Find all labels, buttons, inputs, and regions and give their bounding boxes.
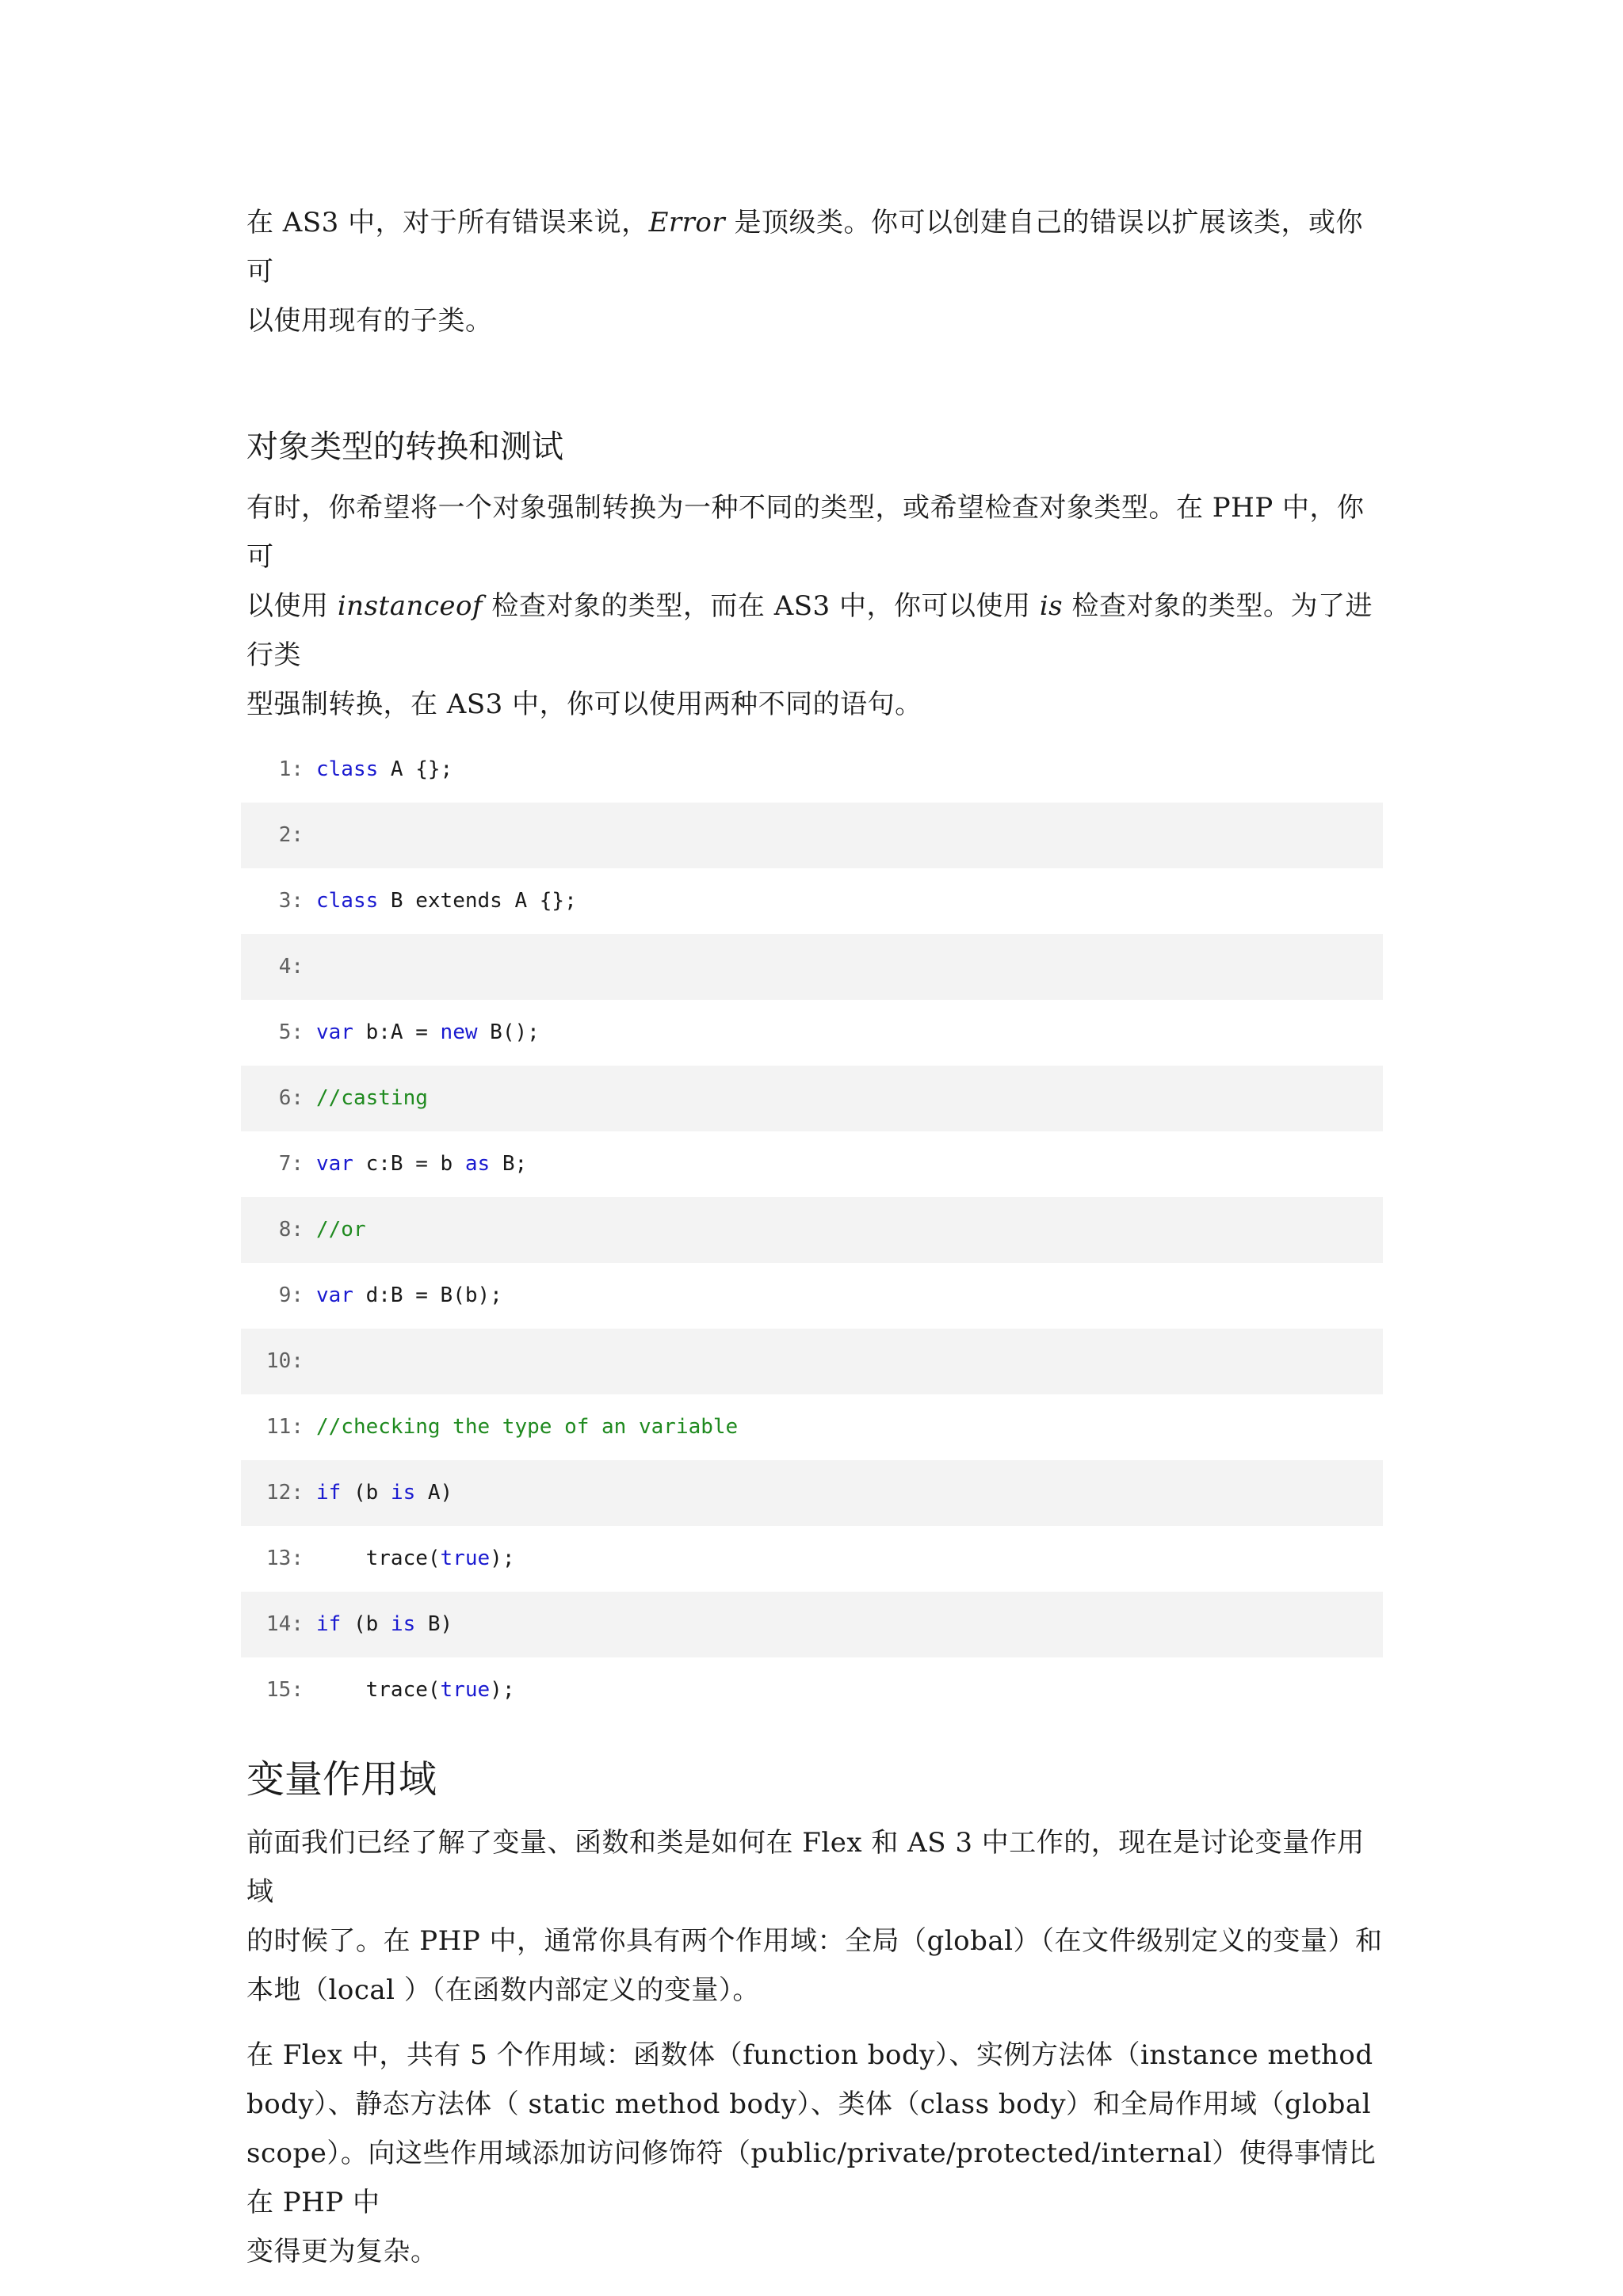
code-keyword: class [316,889,379,913]
scope-paragraph-1 [246,1818,1383,2015]
code-token: b:A = [353,1020,441,1044]
line-number: 6: [278,1086,304,1110]
code-token: trace( [316,1547,441,1570]
code-comment: //casting [316,1086,428,1110]
line-number: 7: [278,1152,304,1176]
code-token: (b [341,1612,391,1636]
code-keyword: if [316,1612,342,1636]
scope-p1-line1: 前面我们已经了解了变量、函数和类是如何在 Flex 和 AS 3 中工作的，现在是讨论变量作用域 [246,1827,1365,1908]
code-line [241,1197,1383,1263]
casting-text-1: 有时，你希望将一个对象强制转换为一种不同的类型，或希望检查对象类型。在 PHP 中，你可 [246,492,1365,573]
code-text [316,1263,502,1329]
document-page [246,198,1383,2276]
scope-p1-line2: 的时候了。在 PHP 中，通常你具有两个作用域：全局（global）（在文件级别定义的变量）和 [246,1925,1383,1957]
casting-text-2c: 检查对象的类型。为了进行类 [246,590,1373,671]
error-class-name: Error [648,207,726,238]
code-token: B) [415,1612,453,1636]
code-comment: //checking the type of an variable [316,1415,739,1439]
code-line [241,1329,1383,1394]
line-number: 2: [278,823,304,847]
code-token: trace( [316,1678,441,1702]
intro-text-3: 以使用现有的子类。 [246,305,493,337]
casting-text-2a: 以使用 [246,590,338,622]
line-number: 9: [278,1283,304,1307]
code-text [316,868,577,934]
code-line [241,737,1383,803]
code-line [241,1592,1383,1657]
code-keyword: var [316,1020,353,1044]
code-keyword: is [390,1612,416,1636]
is-keyword: is [1039,590,1064,622]
code-text [316,1066,428,1131]
code-keyword: as [464,1152,491,1176]
casting-heading: 对象类型的转换和测试 [246,429,563,465]
code-text [316,1197,366,1263]
line-number: 13: [266,1547,304,1570]
code-line [241,934,1383,1000]
line-number: 10: [266,1349,304,1373]
code-comment: //or [316,1218,366,1241]
code-token: A) [415,1481,453,1505]
code-line [241,1657,1383,1723]
line-number: 3: [278,889,304,913]
code-token: A {}; [378,757,453,781]
scope-heading: 变量作用域 [246,1757,437,1802]
code-text [316,1000,540,1066]
code-line [241,1131,1383,1197]
code-line [241,1394,1383,1460]
code-text [316,1592,453,1657]
code-text [316,1131,527,1197]
code-line [241,1460,1383,1526]
instanceof-keyword: instanceof [337,590,483,622]
scope-p2-line1: 在 Flex 中，共有 5 个作用域：函数体（function body）、实例方法体（instance method [246,2039,1373,2071]
line-number: 1: [278,757,304,781]
code-text [316,1460,453,1526]
line-number: 5: [278,1020,304,1044]
line-number: 12: [266,1481,304,1505]
casting-paragraph [246,483,1383,729]
code-token: B(); [477,1020,540,1044]
code-keyword: true [440,1547,491,1570]
intro-text-2: 是顶级类。你可以创建自己的错误以扩展该类，或你可 [246,207,1363,288]
line-number: 15: [266,1678,304,1702]
code-token: ); [490,1547,515,1570]
code-keyword: true [440,1678,491,1702]
scope-p2-line4: 变得更为复杂。 [246,2236,438,2267]
line-number: 11: [266,1415,304,1439]
casting-text-3: 型强制转换，在 AS3 中，你可以使用两种不同的语句。 [246,688,922,720]
code-text [316,1526,514,1592]
scope-p1-line3: 本地（local ）（在函数内部定义的变量）。 [246,1974,760,2006]
scope-p2-line3: scope）。向这些作用域添加访问修饰符（public/private/protected/internal）使得事情比在 PHP 中 [246,2138,1377,2218]
scope-p2-line2: body）、静态方法体（ static method body）、类体（class body）和全局作用域（global [246,2088,1372,2120]
code-keyword: class [316,757,379,781]
code-block [241,737,1383,1723]
code-token: B extends A {}; [378,889,577,913]
code-keyword: is [390,1481,416,1505]
casting-text-2b: 检查对象的类型，而在 AS3 中，你可以使用 [483,590,1040,622]
code-keyword: var [316,1152,353,1176]
code-line [241,1526,1383,1592]
line-number: 4: [278,955,304,978]
code-token: c:B = b [353,1152,465,1176]
code-text [316,737,453,803]
line-number: 8: [278,1218,304,1241]
code-token: ); [490,1678,515,1702]
code-token: (b [341,1481,391,1505]
intro-text-1: 在 AS3 中，对于所有错误来说， [246,207,649,238]
code-line [241,1263,1383,1329]
code-token: B; [490,1152,528,1176]
code-keyword: var [316,1283,353,1307]
code-line [241,868,1383,934]
code-line [241,1000,1383,1066]
intro-paragraph [246,198,1383,345]
code-text [316,1394,738,1460]
code-keyword: new [440,1020,478,1044]
code-token: d:B = B(b); [353,1283,502,1307]
code-keyword: if [316,1481,342,1505]
code-text [316,1657,514,1723]
scope-paragraph-2 [246,2031,1383,2276]
code-line [241,1066,1383,1131]
code-line [241,803,1383,868]
line-number: 14: [266,1612,304,1636]
